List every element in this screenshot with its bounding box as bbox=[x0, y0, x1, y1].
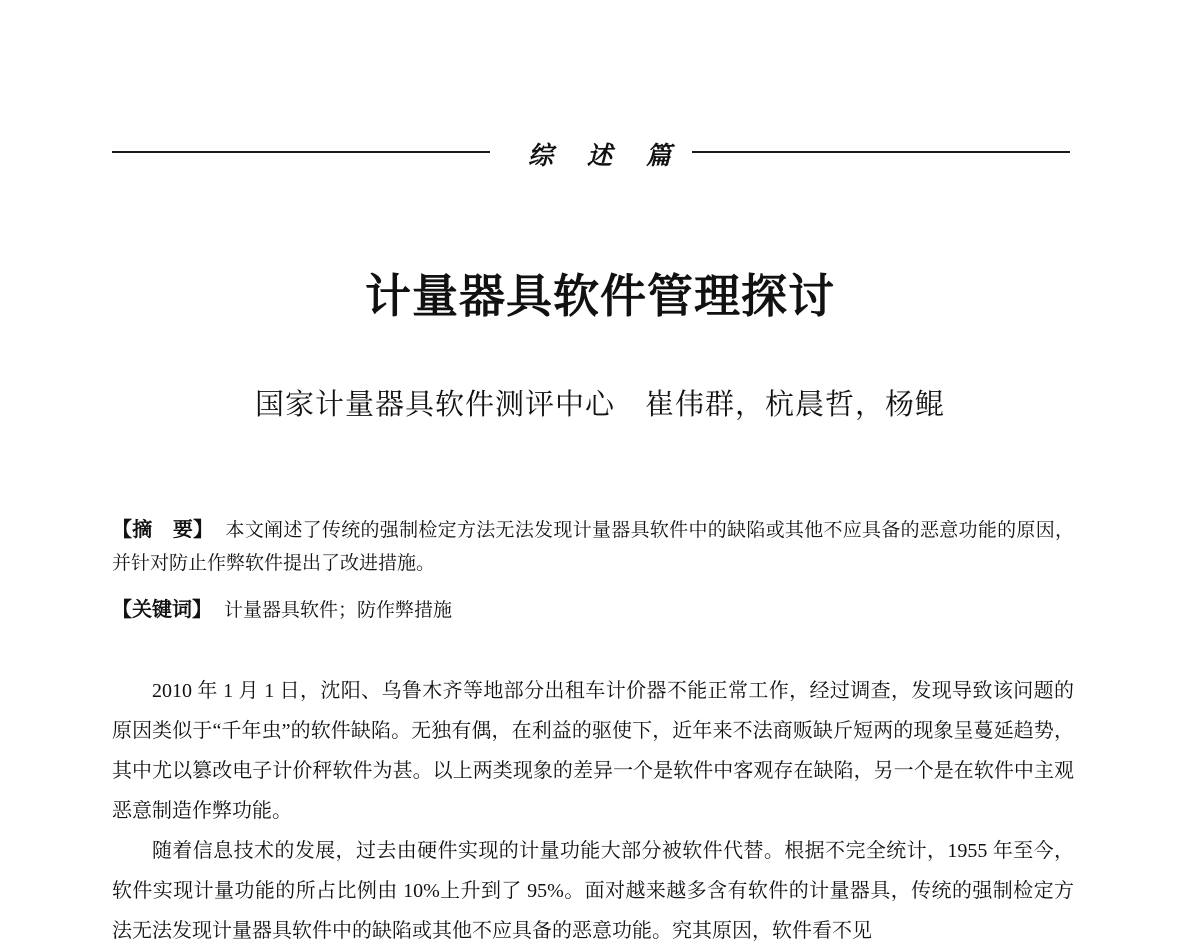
abstract-label: 【摘 要】 bbox=[112, 517, 214, 541]
section-header bbox=[112, 134, 1070, 170]
keywords-label: 【关键词】 bbox=[112, 597, 212, 621]
abstract bbox=[112, 513, 1074, 580]
author-organization: 国家计量器具软件测评中心 bbox=[254, 387, 615, 421]
byline bbox=[0, 382, 1200, 423]
section-label: 综述篇 bbox=[528, 141, 706, 170]
article-title: 计量器具软件管理探讨 bbox=[365, 269, 835, 323]
keywords-text: 计量器具软件；防作弊措施 bbox=[224, 599, 453, 621]
section-rule-right bbox=[692, 151, 1070, 153]
author-names: 崔伟群，杭晨哲，杨鲲 bbox=[645, 387, 946, 421]
article-body bbox=[112, 671, 1074, 951]
section-rule-left bbox=[112, 151, 490, 153]
body-paragraph: 2010 年 1 月 1 日，沈阳、乌鲁木齐等地部分出租车计价器不能正常工作，经过调查，发现导致该问题的原因类似于“千年虫”的软件缺陷。无独有偶，在利益的驱使下，近年来不法商贩缺斤短两的现象呈蔓延趋势，其中尤以篡改电子计价秤软件为甚。以上两类现象的差异一个是软件中客观存在缺陷，另一个是在软件中主观恶意制造作弊功能。 bbox=[112, 680, 1074, 822]
body-paragraph: 随着信息技术的发展，过去由硬件实现的计量功能大部分被软件代替。根据不完全统计，1955 年至今，软件实现计量功能的所占比例由 10%上升到了 95%。面对越来越多含有软件的计量器具，传统的强制检定方法无法发现计量器具软件中的缺陷或其他不应具备的恶意功能。究其原因，软件看不见 bbox=[112, 840, 1074, 942]
keywords bbox=[112, 593, 1074, 627]
abstract-text: 本文阐述了传统的强制检定方法无法发现计量器具软件中的缺陷或其他不应具备的恶意功能的原因，并针对防止作弊软件提出了改进措施。 bbox=[112, 519, 1074, 574]
